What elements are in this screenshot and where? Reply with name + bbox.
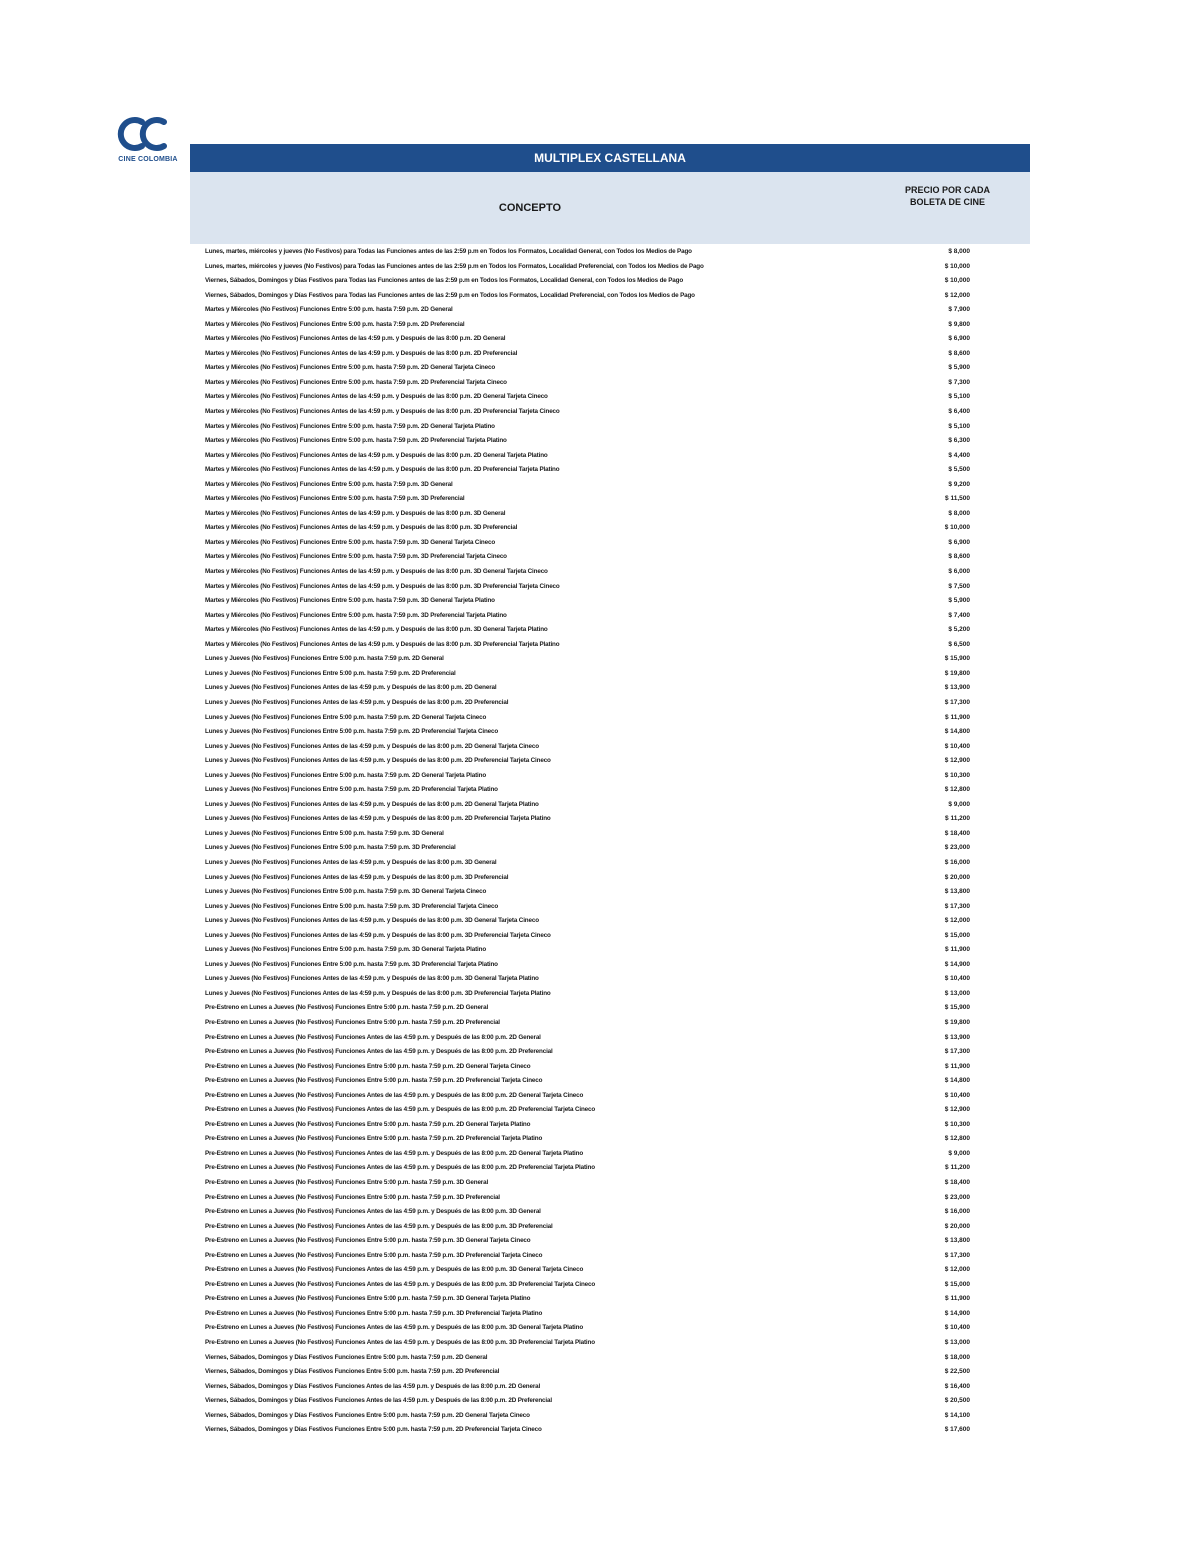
row-concept: Martes y Miércoles (No Festivos) Funciones Entre 5:00 p.m. hasta 7:59 p.m. 2D General (205, 306, 453, 314)
table-row (205, 594, 970, 609)
row-price: $ 13,000 (944, 1339, 970, 1347)
table-row (205, 914, 970, 929)
table-row (205, 623, 970, 638)
table-row (205, 1089, 970, 1104)
row-concept: Viernes, Sábados, Domingos y Días Festivos Funciones Antes de las 4:59 p.m. y Después de las 8:00 p.m. 2D Preferencial (205, 1397, 552, 1405)
row-concept: Lunes y Jueves (No Festivos) Funciones Entre 5:00 p.m. hasta 7:59 p.m. 3D General Tarjeta Cineco (205, 888, 487, 896)
row-price: $ 14,100 (944, 1411, 970, 1419)
row-price: $ 6,000 (948, 568, 970, 576)
table-row (205, 798, 970, 813)
table-row (205, 1263, 970, 1278)
table-row (205, 1278, 970, 1293)
row-concept: Pre-Estreno en Lunes a Jueves (No Festivos) Funciones Antes de las 4:59 p.m. y Después de las 8:00 p.m. 2D Preferencial (205, 1048, 553, 1056)
row-concept: Lunes y Jueves (No Festivos) Funciones Antes de las 4:59 p.m. y Después de las 8:00 p.m. 2D General Tarjeta Cineco (205, 742, 539, 750)
row-concept: Lunes y Jueves (No Festivos) Funciones Antes de las 4:59 p.m. y Después de las 8:00 p.m. 3D Preferencial (205, 873, 509, 881)
row-price: $ 14,800 (944, 1077, 970, 1085)
row-concept: Martes y Miércoles (No Festivos) Funciones Entre 5:00 p.m. hasta 7:59 p.m. 2D General Tarjeta Cineco (205, 364, 496, 372)
cc-logo-icon (112, 114, 184, 154)
row-concept: Lunes y Jueves (No Festivos) Funciones Entre 5:00 p.m. hasta 7:59 p.m. 2D General Tarjeta Cineco (205, 713, 487, 721)
table-row (205, 609, 970, 624)
row-concept: Martes y Miércoles (No Festivos) Funciones Antes de las 4:59 p.m. y Después de las 8:00 p.m. 2D General Tarjeta Cineco (205, 393, 548, 401)
row-price: $ 18,400 (944, 1179, 970, 1186)
row-price: $ 5,900 (948, 597, 970, 605)
row-concept: Martes y Miércoles (No Festivos) Funciones Antes de las 4:59 p.m. y Después de las 8:00 p.m. 3D Preferencial Tarjeta Platino (205, 640, 560, 648)
table-row (205, 303, 970, 318)
row-concept: Martes y Miércoles (No Festivos) Funciones Entre 5:00 p.m. hasta 7:59 p.m. 3D General (205, 480, 453, 488)
table-row (205, 972, 970, 987)
row-concept: Pre-Estreno en Lunes a Jueves (No Festivos) Funciones Entre 5:00 p.m. hasta 7:59 p.m. 3D Preferencial Tarjeta Cineco (205, 1251, 543, 1259)
row-price: $ 9,000 (948, 1149, 970, 1157)
row-price: $ 6,300 (948, 437, 970, 445)
row-concept: Martes y Miércoles (No Festivos) Funciones Entre 5:00 p.m. hasta 7:59 p.m. 3D Preferencial Tarjeta Platino (205, 611, 507, 619)
table-row (205, 565, 970, 580)
table-row (205, 434, 970, 449)
table-row (205, 900, 970, 915)
row-price: $ 12,900 (944, 757, 970, 765)
table-row (205, 536, 970, 551)
table-row (205, 958, 970, 973)
table-row (205, 492, 970, 507)
row-concept: Viernes, Sábados, Domingos y Días Festivos Funciones Entre 5:00 p.m. hasta 7:59 p.m. 2D Preferencial Tarjeta Cineco (205, 1426, 542, 1434)
table-row (205, 1351, 970, 1366)
table-row (205, 711, 970, 726)
table-row (205, 1147, 970, 1162)
table-row (205, 1220, 970, 1235)
row-price: $ 11,900 (945, 946, 970, 954)
row-price: $ 13,900 (944, 1033, 970, 1041)
row-price: $ 11,900 (945, 1295, 970, 1303)
table-row (205, 754, 970, 769)
table-row (205, 1321, 970, 1336)
row-concept: Martes y Miércoles (No Festivos) Funciones Entre 5:00 p.m. hasta 7:59 p.m. 3D Preferencial Tarjeta Cineco (205, 553, 507, 561)
table-row (205, 332, 970, 347)
row-concept: Pre-Estreno en Lunes a Jueves (No Festivos) Funciones Antes de las 4:59 p.m. y Después de las 8:00 p.m. 3D General Tarjeta Platino (205, 1324, 584, 1332)
row-concept: Martes y Miércoles (No Festivos) Funciones Antes de las 4:59 p.m. y Después de las 8:00 p.m. 3D Preferencial Tarjeta Cineco (205, 582, 560, 590)
row-concept: Lunes y Jueves (No Festivos) Funciones Antes de las 4:59 p.m. y Después de las 8:00 p.m. 2D Preferencial (205, 698, 509, 706)
table-row (205, 1074, 970, 1089)
row-price: $ 17,300 (944, 698, 970, 706)
row-concept: Pre-Estreno en Lunes a Jueves (No Festivos) Funciones Entre 5:00 p.m. hasta 7:59 p.m. 3D General Tarjeta Platino (205, 1295, 531, 1303)
row-price: $ 7,400 (948, 611, 970, 619)
row-price: $ 10,400 (944, 1324, 970, 1332)
row-concept: Pre-Estreno en Lunes a Jueves (No Festivos) Funciones Entre 5:00 p.m. hasta 7:59 p.m. 3D General (205, 1179, 489, 1186)
row-price: $ 10,000 (944, 277, 970, 285)
row-price: $ 16,400 (944, 1382, 970, 1390)
table-row (205, 1001, 970, 1016)
table-row (205, 1205, 970, 1220)
table-row (205, 1161, 970, 1176)
row-concept: Pre-Estreno en Lunes a Jueves (No Festivos) Funciones Antes de las 4:59 p.m. y Después de las 8:00 p.m. 2D General (205, 1033, 541, 1041)
row-price: $ 11,900 (945, 713, 970, 721)
row-price: $ 18,000 (944, 1353, 970, 1361)
row-price: $ 19,800 (944, 1018, 970, 1026)
row-price: $ 12,800 (944, 786, 970, 794)
row-price: $ 10,000 (944, 524, 970, 532)
row-price: $ 10,400 (944, 742, 970, 750)
row-concept: Martes y Miércoles (No Festivos) Funciones Antes de las 4:59 p.m. y Después de las 8:00 p.m. 2D General (205, 335, 506, 343)
row-concept: Lunes y Jueves (No Festivos) Funciones Entre 5:00 p.m. hasta 7:59 p.m. 2D General Tarjeta Platino (205, 771, 487, 779)
row-concept: Viernes, Sábados, Domingos y Días Festivos para Todas las Funciones antes de las 2:59 p.m en Todos los Formatos, Localidad General, con Todos los Medios de Pago (205, 277, 684, 285)
table-row (205, 347, 970, 362)
row-price: $ 10,300 (944, 1120, 970, 1128)
table-row (205, 1292, 970, 1307)
table-row (205, 1409, 970, 1424)
row-price: $ 5,100 (948, 393, 970, 401)
row-concept: Martes y Miércoles (No Festivos) Funciones Antes de las 4:59 p.m. y Después de las 8:00 p.m. 2D Preferencial (205, 349, 518, 357)
table-row (205, 638, 970, 653)
row-price: $ 4,400 (948, 451, 970, 459)
column-header-concept: CONCEPTO (498, 202, 562, 214)
table-row (205, 1103, 970, 1118)
table-row (205, 318, 970, 333)
row-concept: Viernes, Sábados, Domingos y Días Festivos Funciones Entre 5:00 p.m. hasta 7:59 p.m. 2D Preferencial (205, 1368, 500, 1376)
row-price: $ 9,200 (948, 480, 970, 488)
table-row (205, 274, 970, 289)
table-row (205, 1016, 970, 1031)
table-row (205, 1336, 970, 1351)
row-concept: Lunes y Jueves (No Festivos) Funciones Entre 5:00 p.m. hasta 7:59 p.m. 3D General (205, 829, 444, 837)
row-price: $ 7,300 (948, 378, 970, 386)
row-concept: Martes y Miércoles (No Festivos) Funciones Antes de las 4:59 p.m. y Después de las 8:00 p.m. 2D Preferencial Tarjeta Platino (205, 466, 560, 474)
row-concept: Lunes y Jueves (No Festivos) Funciones Entre 5:00 p.m. hasta 7:59 p.m. 3D Preferencial (205, 844, 456, 852)
table-row (205, 289, 970, 304)
row-concept: Lunes y Jueves (No Festivos) Funciones Entre 5:00 p.m. hasta 7:59 p.m. 3D Preferencial Tarjeta Platino (205, 960, 498, 968)
row-price: $ 12,000 (944, 1266, 970, 1274)
table-row (205, 1060, 970, 1075)
row-concept: Lunes y Jueves (No Festivos) Funciones Entre 5:00 p.m. hasta 7:59 p.m. 2D Preferencial (205, 669, 456, 677)
row-price: $ 11,500 (945, 495, 970, 503)
row-concept: Lunes y Jueves (No Festivos) Funciones Entre 5:00 p.m. hasta 7:59 p.m. 3D Preferencial Tarjeta Cineco (205, 902, 499, 910)
row-price: $ 17,300 (944, 1048, 970, 1056)
row-price: $ 6,900 (948, 538, 970, 546)
table-row (205, 696, 970, 711)
table-row (205, 783, 970, 798)
row-price: $ 12,800 (944, 1135, 970, 1143)
table-row (205, 929, 970, 944)
row-price: $ 7,500 (948, 582, 970, 590)
table-row (205, 405, 970, 420)
row-concept: Lunes, martes, miércoles y jueves (No Festivos) para Todas las Funciones antes de las 2:59 p.m en Todos los Formatos, Localidad Preferencial, con Todos los Medios de Pago (205, 262, 704, 270)
table-row (205, 1380, 970, 1395)
table-row (205, 1365, 970, 1380)
table-row (205, 390, 970, 405)
row-concept: Martes y Miércoles (No Festivos) Funciones Entre 5:00 p.m. hasta 7:59 p.m. 2D Preferencial (205, 320, 465, 328)
table-row (205, 987, 970, 1002)
row-price: $ 13,800 (944, 1237, 970, 1245)
row-concept: Lunes y Jueves (No Festivos) Funciones Antes de las 4:59 p.m. y Después de las 8:00 p.m. 3D Preferencial Tarjeta Cineco (205, 931, 551, 939)
row-price: $ 15,900 (944, 655, 970, 663)
table-row (205, 463, 970, 478)
row-concept: Martes y Miércoles (No Festivos) Funciones Antes de las 4:59 p.m. y Después de las 8:00 p.m. 2D Preferencial Tarjeta Cineco (205, 408, 560, 416)
row-price: $ 12,000 (944, 917, 970, 925)
table-row (205, 245, 970, 260)
row-price: $ 18,400 (944, 829, 970, 837)
row-concept: Viernes, Sábados, Domingos y Días Festivos Funciones Entre 5:00 p.m. hasta 7:59 p.m. 2D General (205, 1353, 488, 1361)
price-table (205, 245, 970, 1438)
row-concept: Lunes y Jueves (No Festivos) Funciones Antes de las 4:59 p.m. y Después de las 8:00 p.m. 2D General (205, 684, 497, 692)
table-row (205, 507, 970, 522)
row-price: $ 13,800 (944, 888, 970, 896)
row-price: $ 16,000 (944, 1208, 970, 1216)
row-price: $ 8,000 (948, 248, 970, 255)
table-row (205, 1307, 970, 1322)
row-concept: Lunes y Jueves (No Festivos) Funciones Antes de las 4:59 p.m. y Después de las 8:00 p.m. 3D General Tarjeta Platino (205, 975, 539, 983)
row-concept: Pre-Estreno en Lunes a Jueves (No Festivos) Funciones Entre 5:00 p.m. hasta 7:59 p.m. 3D Preferencial Tarjeta Platino (205, 1309, 543, 1317)
row-price: $ 10,400 (944, 975, 970, 983)
logo-text: CINE COLOMBIA (118, 156, 178, 163)
table-row (205, 1234, 970, 1249)
row-price: $ 11,900 (945, 1062, 970, 1070)
row-price: $ 20,000 (944, 873, 970, 881)
row-concept: Martes y Miércoles (No Festivos) Funciones Entre 5:00 p.m. hasta 7:59 p.m. 3D General Tarjeta Platino (205, 597, 495, 605)
table-row (205, 260, 970, 275)
row-price: $ 6,400 (948, 408, 970, 416)
row-concept: Martes y Miércoles (No Festivos) Funciones Antes de las 4:59 p.m. y Después de las 8:00 p.m. 3D Preferencial (205, 524, 518, 532)
row-price: $ 10,000 (944, 262, 970, 270)
table-row (205, 681, 970, 696)
row-concept: Viernes, Sábados, Domingos y Días Festivos Funciones Antes de las 4:59 p.m. y Después de las 8:00 p.m. 2D General (205, 1382, 541, 1390)
row-price: $ 8,600 (948, 349, 970, 357)
row-price: $ 8,000 (948, 509, 970, 517)
row-price: $ 14,800 (944, 728, 970, 736)
row-price: $ 22,500 (944, 1368, 970, 1376)
table-row (205, 943, 970, 958)
row-concept: Pre-Estreno en Lunes a Jueves (No Festivos) Funciones Antes de las 4:59 p.m. y Después de las 8:00 p.m. 3D Preferencial Tarjeta Platino (205, 1339, 595, 1347)
table-row (205, 740, 970, 755)
row-concept: Lunes y Jueves (No Festivos) Funciones Antes de las 4:59 p.m. y Después de las 8:00 p.m. 2D Preferencial Tarjeta Platino (205, 815, 551, 823)
table-row (205, 361, 970, 376)
row-concept: Martes y Miércoles (No Festivos) Funciones Entre 5:00 p.m. hasta 7:59 p.m. 3D General Tarjeta Cineco (205, 538, 496, 546)
row-concept: Martes y Miércoles (No Festivos) Funciones Entre 5:00 p.m. hasta 7:59 p.m. 3D Preferencial (205, 495, 465, 503)
table-row (205, 1423, 970, 1438)
row-concept: Pre-Estreno en Lunes a Jueves (No Festivos) Funciones Antes de las 4:59 p.m. y Después de las 8:00 p.m. 3D Preferencial Tarjeta Cineco (205, 1280, 596, 1288)
table-row (205, 725, 970, 740)
table-row (205, 841, 970, 856)
row-concept: Pre-Estreno en Lunes a Jueves (No Festivos) Funciones Antes de las 4:59 p.m. y Después de las 8:00 p.m. 3D General Tarjeta Cineco (205, 1266, 584, 1274)
row-concept: Pre-Estreno en Lunes a Jueves (No Festivos) Funciones Entre 5:00 p.m. hasta 7:59 p.m. 2D General Tarjeta Platino (205, 1120, 531, 1128)
table-row (205, 652, 970, 667)
row-concept: Lunes y Jueves (No Festivos) Funciones Antes de las 4:59 p.m. y Después de las 8:00 p.m. 3D Preferencial Tarjeta Platino (205, 989, 551, 997)
row-concept: Lunes y Jueves (No Festivos) Funciones Entre 5:00 p.m. hasta 7:59 p.m. 2D Preferencial Tarjeta Platino (205, 786, 498, 794)
row-price: $ 5,500 (948, 466, 970, 474)
row-concept: Lunes y Jueves (No Festivos) Funciones Entre 5:00 p.m. hasta 7:59 p.m. 3D General Tarjeta Platino (205, 946, 487, 954)
table-row (205, 1394, 970, 1409)
price-header-line2: BOLETA DE CINE (909, 197, 985, 207)
row-concept: Pre-Estreno en Lunes a Jueves (No Festivos) Funciones Antes de las 4:59 p.m. y Después de las 8:00 p.m. 2D General Tarjeta Cineco (205, 1091, 584, 1099)
row-concept: Pre-Estreno en Lunes a Jueves (No Festivos) Funciones Antes de las 4:59 p.m. y Después de las 8:00 p.m. 2D Preferencial Tarjeta Platino (205, 1164, 595, 1172)
row-price: $ 15,900 (944, 1004, 970, 1012)
row-concept: Martes y Miércoles (No Festivos) Funciones Antes de las 4:59 p.m. y Después de las 8:00 p.m. 3D General Tarjeta Cineco (205, 568, 548, 576)
row-price: $ 17,300 (944, 902, 970, 910)
row-price: $ 20,500 (944, 1397, 970, 1405)
table-row (205, 420, 970, 435)
row-price: $ 6,500 (948, 640, 970, 648)
row-price: $ 12,000 (944, 291, 970, 299)
row-concept: Lunes y Jueves (No Festivos) Funciones Antes de las 4:59 p.m. y Después de las 8:00 p.m. 2D Preferencial Tarjeta Cineco (205, 757, 551, 765)
row-price: $ 23,000 (944, 844, 970, 852)
table-row (205, 1191, 970, 1206)
row-price: $ 5,900 (948, 364, 970, 372)
row-price: $ 11,200 (945, 1164, 970, 1172)
table-row (205, 1118, 970, 1133)
row-concept: Pre-Estreno en Lunes a Jueves (No Festivos) Funciones Antes de las 4:59 p.m. y Después de las 8:00 p.m. 3D Preferencial (205, 1222, 553, 1230)
table-row (205, 769, 970, 784)
row-price: $ 16,000 (944, 858, 970, 866)
row-concept: Pre-Estreno en Lunes a Jueves (No Festivos) Funciones Entre 5:00 p.m. hasta 7:59 p.m. 2D General (205, 1004, 489, 1012)
row-concept: Pre-Estreno en Lunes a Jueves (No Festivos) Funciones Antes de las 4:59 p.m. y Después de las 8:00 p.m. 3D General (205, 1208, 541, 1216)
row-concept: Lunes, martes, miércoles y jueves (No Festivos) para Todas las Funciones antes de las 2:59 p.m en Todos los Formatos, Localidad General, con Todos los Medios de Pago (205, 248, 692, 255)
price-header-line1: PRECIO POR CADA (904, 185, 990, 195)
row-concept: Lunes y Jueves (No Festivos) Funciones Antes de las 4:59 p.m. y Después de las 8:00 p.m. 3D General (205, 858, 497, 866)
column-header-price (880, 184, 1015, 210)
table-row (205, 827, 970, 842)
table-row (205, 871, 970, 886)
table-row (205, 521, 970, 536)
row-price: $ 15,000 (944, 1280, 970, 1288)
row-price: $ 9,800 (948, 320, 970, 328)
row-concept: Pre-Estreno en Lunes a Jueves (No Festivos) Funciones Antes de las 4:59 p.m. y Después de las 8:00 p.m. 2D General Tarjeta Platino (205, 1149, 584, 1157)
row-concept: Lunes y Jueves (No Festivos) Funciones Antes de las 4:59 p.m. y Después de las 8:00 p.m. 2D General Tarjeta Platino (205, 800, 539, 808)
table-row (205, 1176, 970, 1191)
row-concept: Martes y Miércoles (No Festivos) Funciones Antes de las 4:59 p.m. y Después de las 8:00 p.m. 3D General (205, 509, 506, 517)
table-row (205, 667, 970, 682)
row-concept: Lunes y Jueves (No Festivos) Funciones Entre 5:00 p.m. hasta 7:59 p.m. 2D General (205, 655, 444, 663)
row-concept: Pre-Estreno en Lunes a Jueves (No Festivos) Funciones Entre 5:00 p.m. hasta 7:59 p.m. 2D Preferencial Tarjeta Cineco (205, 1077, 543, 1085)
row-price: $ 10,300 (944, 771, 970, 779)
row-price: $ 5,100 (948, 422, 970, 430)
row-concept: Viernes, Sábados, Domingos y Días Festivos Funciones Entre 5:00 p.m. hasta 7:59 p.m. 2D General Tarjeta Cineco (205, 1411, 530, 1419)
row-price: $ 12,900 (944, 1106, 970, 1114)
row-concept: Martes y Miércoles (No Festivos) Funciones Antes de las 4:59 p.m. y Después de las 8:00 p.m. 3D General Tarjeta Platino (205, 626, 548, 634)
row-concept: Pre-Estreno en Lunes a Jueves (No Festivos) Funciones Entre 5:00 p.m. hasta 7:59 p.m. 2D Preferencial Tarjeta Platino (205, 1135, 543, 1143)
row-price: $ 17,300 (944, 1251, 970, 1259)
row-price: $ 17,600 (944, 1426, 970, 1434)
table-row (205, 885, 970, 900)
row-concept: Martes y Miércoles (No Festivos) Funciones Entre 5:00 p.m. hasta 7:59 p.m. 2D Preferencial Tarjeta Platino (205, 437, 507, 445)
row-concept: Martes y Miércoles (No Festivos) Funciones Antes de las 4:59 p.m. y Después de las 8:00 p.m. 2D General Tarjeta Platino (205, 451, 548, 459)
row-price: $ 13,900 (944, 684, 970, 692)
row-price: $ 19,800 (944, 669, 970, 677)
row-price: $ 11,200 (945, 815, 970, 823)
row-concept: Pre-Estreno en Lunes a Jueves (No Festivos) Funciones Antes de las 4:59 p.m. y Después de las 8:00 p.m. 2D Preferencial Tarjeta Cineco (205, 1106, 596, 1114)
table-row (205, 1045, 970, 1060)
table-header (190, 172, 1030, 244)
row-concept: Pre-Estreno en Lunes a Jueves (No Festivos) Funciones Entre 5:00 p.m. hasta 7:59 p.m. 2D General Tarjeta Cineco (205, 1062, 531, 1070)
table-row (205, 478, 970, 493)
row-price: $ 15,000 (944, 931, 970, 939)
page-title: MULTIPLEX CASTELLANA (190, 144, 1030, 172)
table-row (205, 1132, 970, 1147)
table-row (205, 856, 970, 871)
row-concept: Pre-Estreno en Lunes a Jueves (No Festivos) Funciones Entre 5:00 p.m. hasta 7:59 p.m. 2D Preferencial (205, 1018, 500, 1026)
row-concept: Lunes y Jueves (No Festivos) Funciones Entre 5:00 p.m. hasta 7:59 p.m. 2D Preferencial Tarjeta Cineco (205, 728, 499, 736)
row-price: $ 14,900 (944, 1309, 970, 1317)
table-row (205, 812, 970, 827)
row-concept: Viernes, Sábados, Domingos y Días Festivos para Todas las Funciones antes de las 2:59 p.m en Todos los Formatos, Localidad Preferencial, con Todos los Medios de Pago (205, 291, 695, 299)
cine-colombia-logo (112, 114, 184, 170)
row-price: $ 8,600 (948, 553, 970, 561)
row-price: $ 5,200 (948, 626, 970, 634)
table-row (205, 449, 970, 464)
row-price: $ 14,900 (944, 960, 970, 968)
table-row (205, 580, 970, 595)
table-row (205, 1249, 970, 1264)
row-price: $ 6,900 (948, 335, 970, 343)
row-concept: Pre-Estreno en Lunes a Jueves (No Festivos) Funciones Entre 5:00 p.m. hasta 7:59 p.m. 3D General Tarjeta Cineco (205, 1237, 531, 1245)
row-price: $ 20,000 (944, 1222, 970, 1230)
row-concept: Lunes y Jueves (No Festivos) Funciones Antes de las 4:59 p.m. y Después de las 8:00 p.m. 3D General Tarjeta Cineco (205, 917, 539, 925)
row-concept: Martes y Miércoles (No Festivos) Funciones Entre 5:00 p.m. hasta 7:59 p.m. 2D General Tarjeta Platino (205, 422, 495, 430)
row-concept: Martes y Miércoles (No Festivos) Funciones Entre 5:00 p.m. hasta 7:59 p.m. 2D Preferencial Tarjeta Cineco (205, 378, 507, 386)
row-price: $ 13,000 (944, 989, 970, 997)
row-price: $ 7,900 (948, 306, 970, 314)
table-row (205, 376, 970, 391)
table-row (205, 550, 970, 565)
row-price: $ 10,400 (944, 1091, 970, 1099)
table-row (205, 1031, 970, 1046)
row-concept: Pre-Estreno en Lunes a Jueves (No Festivos) Funciones Entre 5:00 p.m. hasta 7:59 p.m. 3D Preferencial (205, 1193, 500, 1201)
row-price: $ 9,000 (948, 800, 970, 808)
row-price: $ 23,000 (944, 1193, 970, 1201)
